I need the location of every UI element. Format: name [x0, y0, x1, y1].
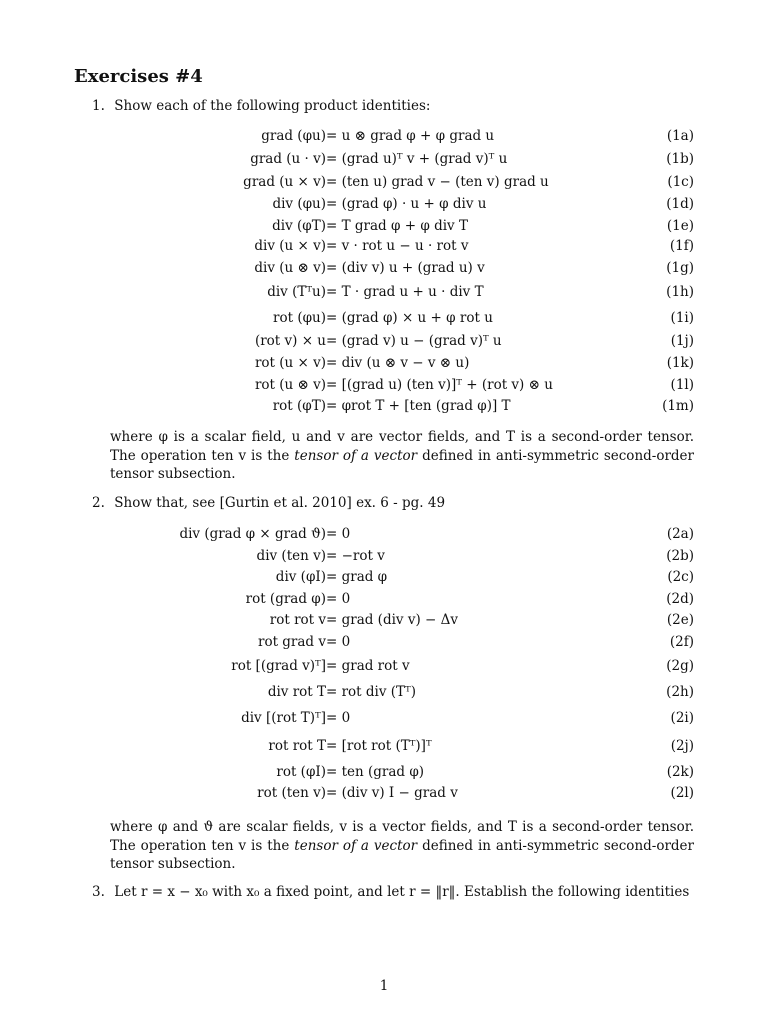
- equation-lhs: div rot T: [267, 684, 326, 700]
- equation-number: (1l): [670, 377, 694, 393]
- equation-number: (1m): [662, 398, 694, 414]
- equation-lhs: div (ten v): [256, 548, 326, 564]
- equation-lhs: div (φu): [272, 196, 326, 212]
- equation-rhs: = (grad v) u − (grad v)ᵀ u: [326, 333, 502, 349]
- equation-number: (1e): [666, 218, 694, 234]
- equation-rhs: = v · rot u − u · rot v: [326, 238, 469, 254]
- equation-number: (2d): [666, 591, 694, 607]
- item-text: Let r = x − x₀ with x₀ a fixed point, and let r = ‖r‖. Establish the following identities: [114, 884, 690, 900]
- equation-row: [0, 355, 768, 375]
- equation-rhs: = (ten u) grad v − (ten v) grad u: [326, 174, 549, 190]
- equation-row: [0, 377, 768, 397]
- equation-rhs: = (grad φ) · u + φ div u: [326, 196, 487, 212]
- equation-rhs: = [rot rot (Tᵀ)]ᵀ: [326, 738, 432, 754]
- item-number: 1.: [92, 98, 105, 114]
- equation-number: (2g): [666, 658, 694, 674]
- equation-rhs: = u ⊗ grad φ + φ grad u: [326, 128, 495, 144]
- equation-number: (1d): [666, 196, 694, 212]
- equation-row: [0, 569, 768, 589]
- paragraph-text: where φ and ϑ are scalar fields, v is a vector fields, and T is a second-order tensor. The operation ten v is the: [110, 819, 694, 854]
- equation-lhs: rot grad v: [257, 634, 326, 650]
- equation-rhs: = grad rot v: [326, 658, 410, 674]
- equation-lhs: div (φT): [272, 218, 326, 234]
- equation-lhs: div (grad φ × grad ϑ): [179, 526, 326, 542]
- equation-rhs: = (div v) u + (grad u) v: [326, 260, 485, 276]
- equation-rhs: = ten (grad φ): [326, 764, 425, 780]
- equation-rhs: = 0: [326, 526, 351, 542]
- equation-row: [0, 548, 768, 568]
- equation-lhs: rot (grad φ): [245, 591, 326, 607]
- equation-rhs: = 0: [326, 591, 351, 607]
- equation-rhs: = T grad φ + φ div T: [326, 218, 468, 234]
- equation-row: [0, 612, 768, 632]
- equation-number: (2c): [667, 569, 694, 585]
- equation-row: [0, 591, 768, 611]
- equation-row: [0, 260, 768, 280]
- paragraph-1: [110, 428, 694, 484]
- item-text: Show each of the following product identities:: [114, 98, 431, 114]
- exercise-item-2: [92, 495, 445, 511]
- equation-rhs: = 0: [326, 710, 351, 726]
- equation-number: (2a): [666, 526, 694, 542]
- equation-rhs: = φrot T + [ten (grad φ)] T: [326, 398, 511, 414]
- equation-number: (2l): [670, 785, 694, 801]
- equation-rhs: = [(grad u) (ten v)]ᵀ + (rot v) ⊗ u: [326, 377, 553, 393]
- section-title: Exercises #4: [74, 66, 203, 87]
- equation-rhs: = 0: [326, 634, 351, 650]
- equation-rhs: = T · grad u + u · div T: [326, 284, 484, 300]
- paragraph-2: [110, 818, 694, 874]
- equation-lhs: div (u ⊗ v): [254, 260, 326, 276]
- equation-row: [0, 764, 768, 784]
- equation-rhs: = (div v) I − grad v: [326, 785, 458, 801]
- equation-row: [0, 398, 768, 418]
- equation-lhs: rot (u ⊗ v): [254, 377, 326, 393]
- equation-row: [0, 785, 768, 805]
- equation-number: (2k): [666, 764, 694, 780]
- equation-row: [0, 238, 768, 258]
- equation-lhs: grad (u × v): [243, 174, 326, 190]
- paragraph-text: defined in anti-symmetric second-order tensor subsection.: [110, 837, 695, 872]
- equation-number: (2j): [670, 738, 694, 754]
- equation-number: (1i): [670, 310, 694, 326]
- equation-number: (2e): [666, 612, 694, 628]
- equation-lhs: div (φI): [275, 569, 326, 585]
- paragraph-text: defined in anti-symmetric second-order tensor subsection.: [110, 447, 695, 482]
- equation-row: [0, 174, 768, 194]
- equation-rhs: = div (u ⊗ v − v ⊗ u): [326, 355, 470, 371]
- equation-row: [0, 284, 768, 304]
- equation-lhs: rot rot v: [269, 612, 326, 628]
- equation-number: (2b): [666, 548, 694, 564]
- item-text: Show that, see [Gurtin et al. 2010] ex. 6 - pg. 49: [114, 495, 446, 511]
- equation-lhs: rot (ten v): [257, 785, 326, 801]
- equation-lhs: grad (φu): [261, 128, 326, 144]
- equation-lhs: (rot v) × u: [254, 333, 326, 349]
- equation-lhs: div [(rot T)ᵀ]: [241, 710, 326, 726]
- equation-lhs: rot (u × v): [254, 355, 326, 371]
- equation-rhs: = grad φ: [326, 569, 388, 585]
- equation-rhs: = grad (div v) − Δv: [326, 612, 458, 628]
- equation-lhs: div (Tᵀu): [267, 284, 326, 300]
- paragraph-emphasis: tensor of a vector: [294, 837, 418, 854]
- equation-row: [0, 634, 768, 654]
- equation-row: [0, 333, 768, 353]
- equation-number: (2h): [666, 684, 694, 700]
- equation-number: (1b): [666, 151, 694, 167]
- equation-rhs: = −rot v: [326, 548, 385, 564]
- paragraph-emphasis: tensor of a vector: [294, 447, 418, 464]
- equation-number: (1c): [667, 174, 694, 190]
- equation-number: (1f): [669, 238, 694, 254]
- item-number: 3.: [92, 884, 105, 900]
- paragraph-text: where φ is a scalar field, u and v are vector fields, and T is a second-order tensor. The operation ten v is the: [110, 429, 694, 464]
- item-number: 2.: [92, 495, 105, 511]
- equation-number: (2f): [669, 634, 694, 650]
- equation-rhs: = rot div (Tᵀ): [326, 684, 416, 700]
- page-number: 1: [379, 978, 389, 994]
- equation-lhs: rot [(grad v)ᵀ]: [231, 658, 326, 674]
- equation-lhs: rot (φI): [276, 764, 326, 780]
- equation-lhs: rot rot T: [268, 738, 326, 754]
- equation-row: [0, 218, 768, 238]
- equation-number: (1j): [670, 333, 694, 349]
- equation-lhs: grad (u · v): [250, 151, 326, 167]
- equation-lhs: div (u × v): [254, 238, 326, 254]
- equation-row: [0, 128, 768, 148]
- equation-lhs: rot (φu): [273, 310, 326, 326]
- equation-row: [0, 526, 768, 546]
- equation-lhs: rot (φT): [272, 398, 326, 414]
- equation-row: [0, 710, 768, 730]
- equation-number: (1g): [666, 260, 694, 276]
- equation-row: [0, 196, 768, 216]
- equation-row: [0, 658, 768, 678]
- equation-number: (1a): [666, 128, 694, 144]
- exercise-item-3: [92, 884, 689, 900]
- equation-rhs: = (grad u)ᵀ v + (grad v)ᵀ u: [326, 151, 508, 167]
- equation-row: [0, 151, 768, 171]
- equation-row: [0, 738, 768, 758]
- equation-number: (1h): [666, 284, 694, 300]
- equation-rhs: = (grad φ) × u + φ rot u: [326, 310, 493, 326]
- exercise-item-1: [92, 98, 430, 114]
- equation-row: [0, 684, 768, 704]
- equation-number: (2i): [670, 710, 694, 726]
- equation-row: [0, 310, 768, 330]
- equation-number: (1k): [666, 355, 694, 371]
